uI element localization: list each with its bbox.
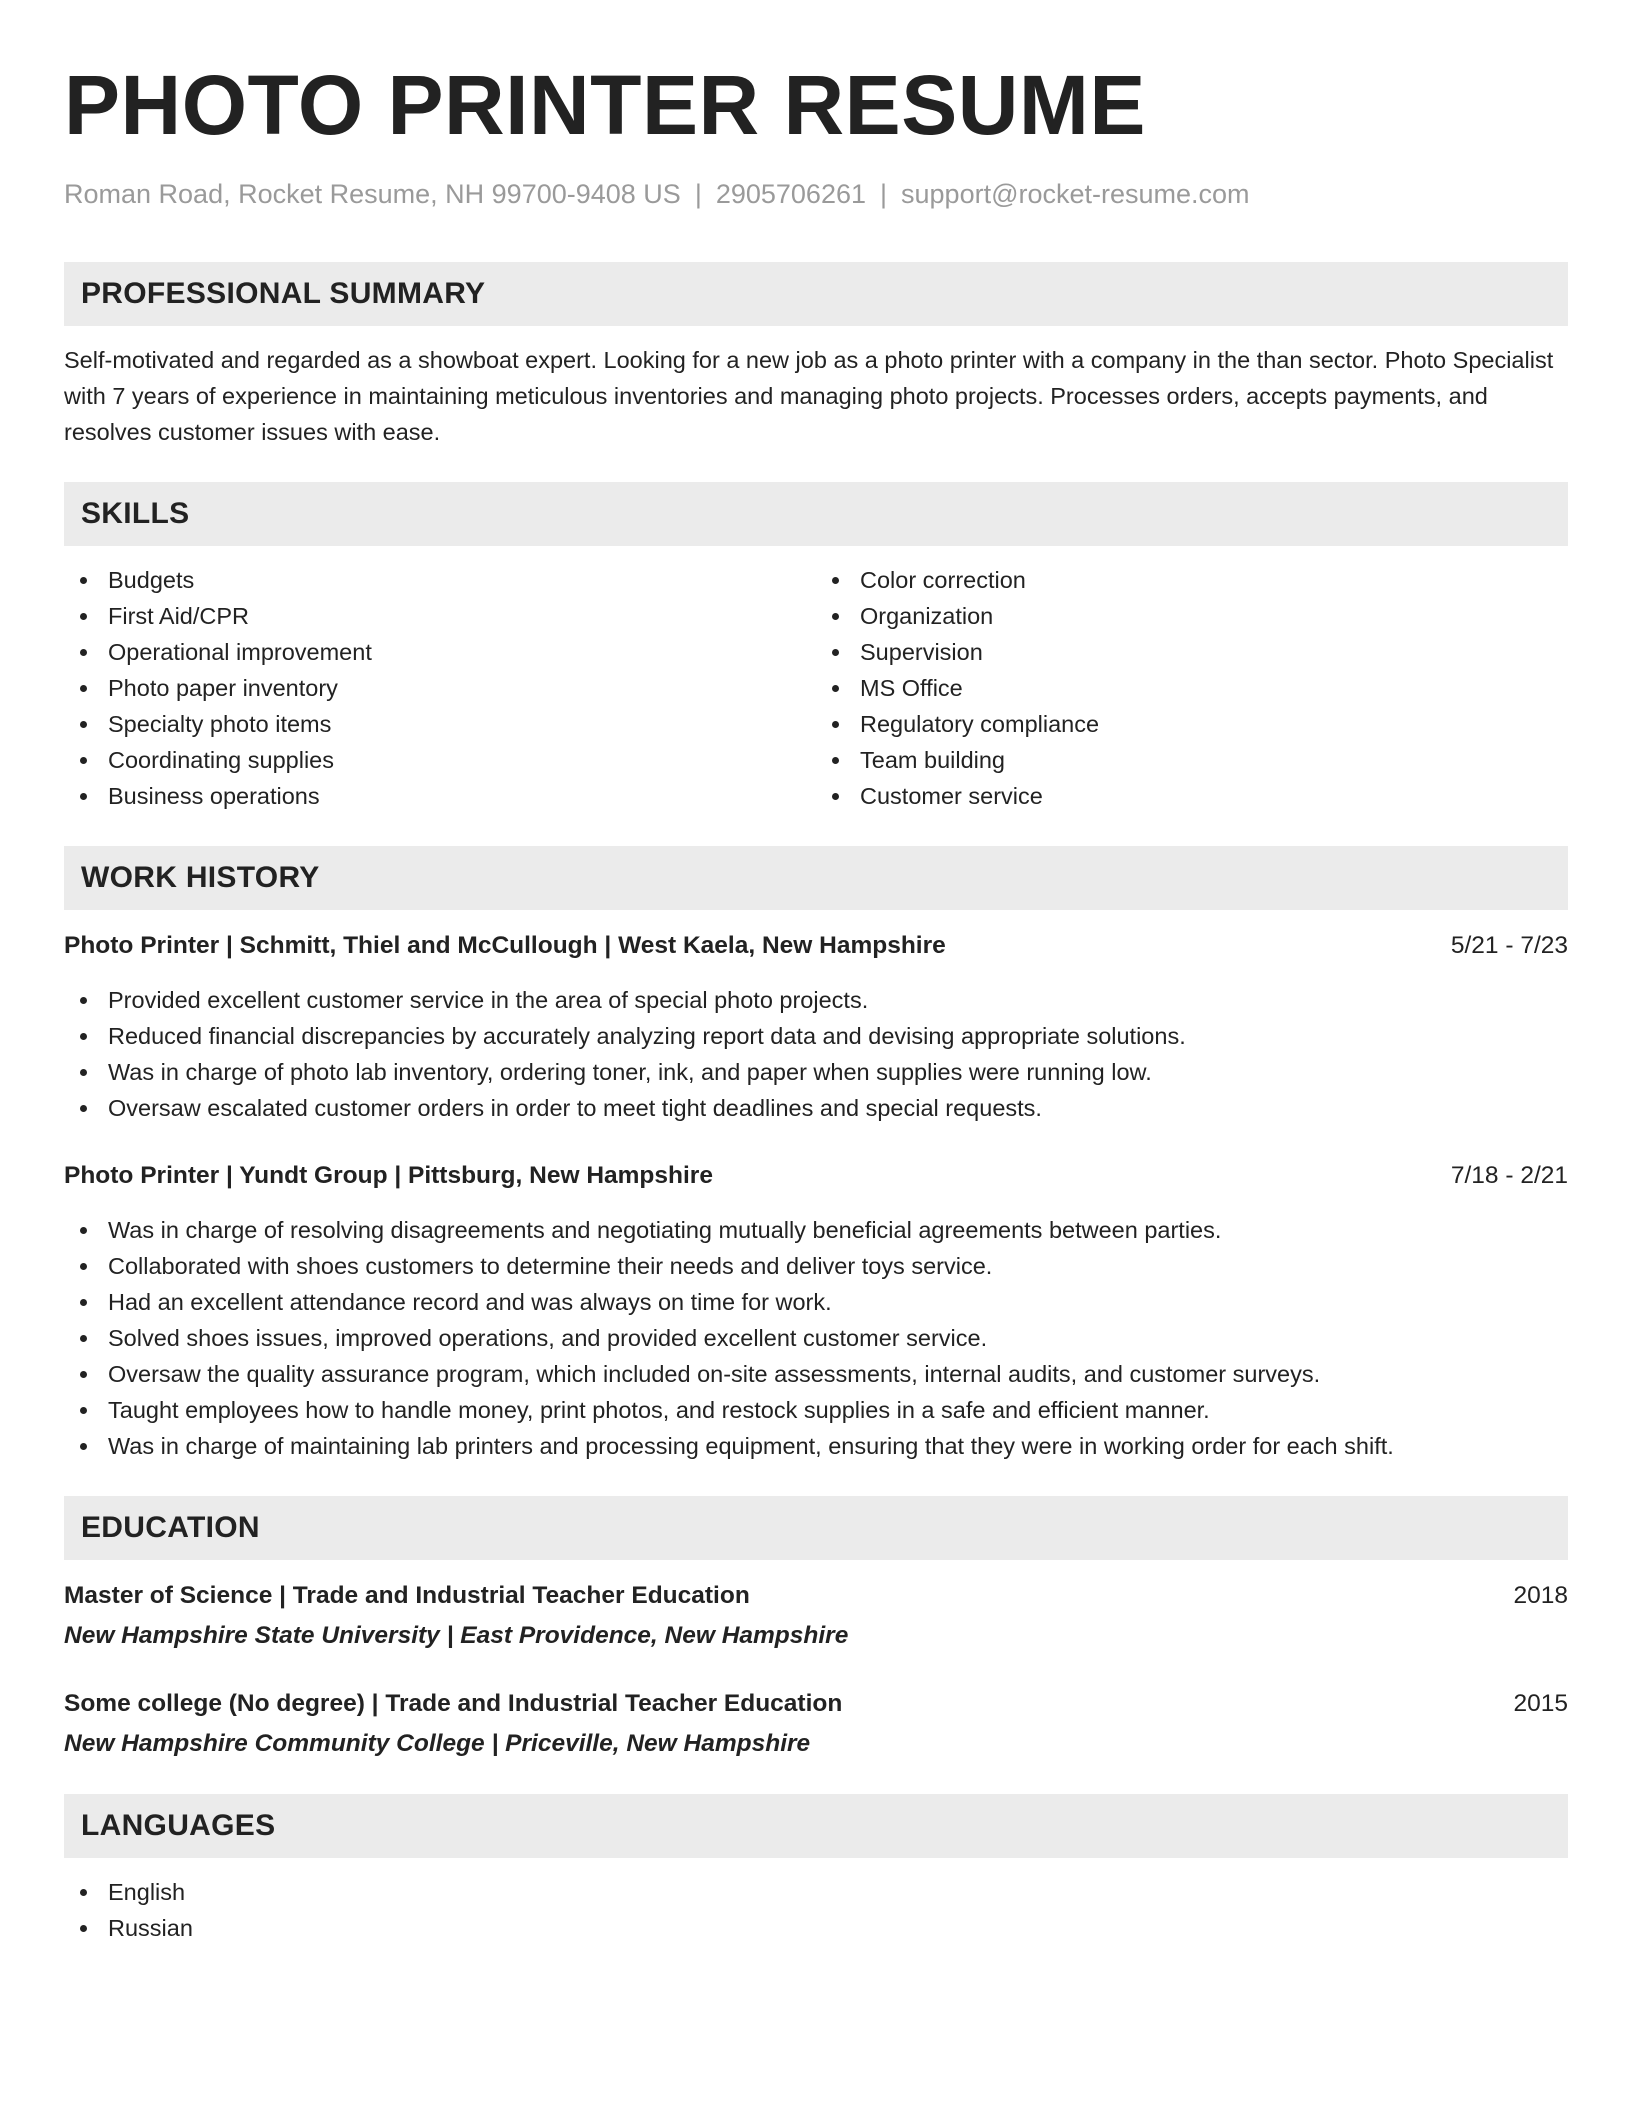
skill-item: Coordinating supplies [64,742,816,778]
section-header-work-history: WORK HISTORY [64,846,1568,910]
job-heading-row [64,928,1568,964]
language-item: Russian [64,1910,1568,1946]
skill-item: First Aid/CPR [64,598,816,634]
skill-item: Regulatory compliance [816,706,1568,742]
education-heading-row [64,1578,1568,1614]
contact-separator: | [880,179,888,209]
skill-item: Team building [816,742,1568,778]
job-dates: 7/18 - 2/21 [1450,1162,1568,1189]
skills-list [64,562,1568,814]
skill-item: Supervision [816,634,1568,670]
skills-column-right [816,562,1568,814]
skill-item: Organization [816,598,1568,634]
job-bullet: Was in charge of maintaining lab printers and processing equipment, ensuring that they were in working order for each shift. [64,1428,1568,1464]
language-item: English [64,1874,1568,1910]
languages-list [64,1874,1568,1946]
contact-separator: | [694,179,702,209]
skill-item: Business operations [64,778,816,814]
contact-line [64,174,1568,214]
job-bullet: Solved shoes issues, improved operations, and provided excellent customer service. [64,1320,1568,1356]
job-bullet: Provided excellent customer service in the area of special photo projects. [64,982,1568,1018]
section-header-education: EDUCATION [64,1496,1568,1560]
section-header-skills: SKILLS [64,482,1568,546]
education-year: 2018 [1513,1582,1568,1609]
skill-item: Specialty photo items [64,706,816,742]
job-bullet: Oversaw the quality assurance program, which included on-site assessments, internal audits, and customer surveys. [64,1356,1568,1392]
job-bullet: Oversaw escalated customer orders in order to meet tight deadlines and special requests. [64,1090,1568,1126]
job-bullet: Taught employees how to handle money, print photos, and restock supplies in a safe and efficient manner. [64,1392,1568,1428]
job-title: Photo Printer | Yundt Group | Pittsburg, New Hampshire [64,1162,713,1189]
skill-item: Budgets [64,562,816,598]
skill-item: Color correction [816,562,1568,598]
education-degree: Some college (No degree) | Trade and Industrial Teacher Education [64,1690,843,1717]
skill-item: Operational improvement [64,634,816,670]
job-bullet: Had an excellent attendance record and was always on time for work. [64,1284,1568,1320]
skill-item: MS Office [816,670,1568,706]
contact-address: Roman Road, Rocket Resume, NH 99700-9408 US [64,179,681,209]
job-bullet: Was in charge of photo lab inventory, ordering toner, ink, and paper when supplies were running low. [64,1054,1568,1090]
job-heading-row [64,1158,1568,1194]
job-bullet: Collaborated with shoes customers to determine their needs and deliver toys service. [64,1248,1568,1284]
skill-item: Photo paper inventory [64,670,816,706]
education-school: New Hampshire State University | East Providence, New Hampshire [64,1622,849,1649]
section-header-languages: LANGUAGES [64,1794,1568,1858]
skill-item: Customer service [816,778,1568,814]
job-title: Photo Printer | Schmitt, Thiel and McCullough | West Kaela, New Hampshire [64,932,946,959]
education-degree: Master of Science | Trade and Industrial Teacher Education [64,1582,750,1609]
job-dates: 5/21 - 7/23 [1450,932,1568,959]
section-header-summary: PROFESSIONAL SUMMARY [64,262,1568,326]
education-heading-row [64,1686,1568,1722]
resume-title: PHOTO PRINTER RESUME [64,58,1146,152]
job-bullet-list [64,982,1568,1126]
job-bullet-list [64,1212,1568,1464]
summary-text: Self-motivated and regarded as a showboat expert. Looking for a new job as a photo printer with a company in the than sector. Photo Specialist with 7 years of experience in maintaining meticulous inventories and managing photo projects. Processes orders, accepts payments, and resolves customer issues with ease. [64,347,1554,445]
education-school: New Hampshire Community College | Priceville, New Hampshire [64,1730,811,1757]
skills-column-left [64,562,816,814]
education-year: 2015 [1513,1690,1568,1717]
job-bullet: Was in charge of resolving disagreements and negotiating mutually beneficial agreements between parties. [64,1212,1568,1248]
job-bullet: Reduced financial discrepancies by accurately analyzing report data and devising appropriate solutions. [64,1018,1568,1054]
contact-email: support@rocket-resume.com [901,179,1250,209]
contact-phone: 2905706261 [715,179,866,209]
